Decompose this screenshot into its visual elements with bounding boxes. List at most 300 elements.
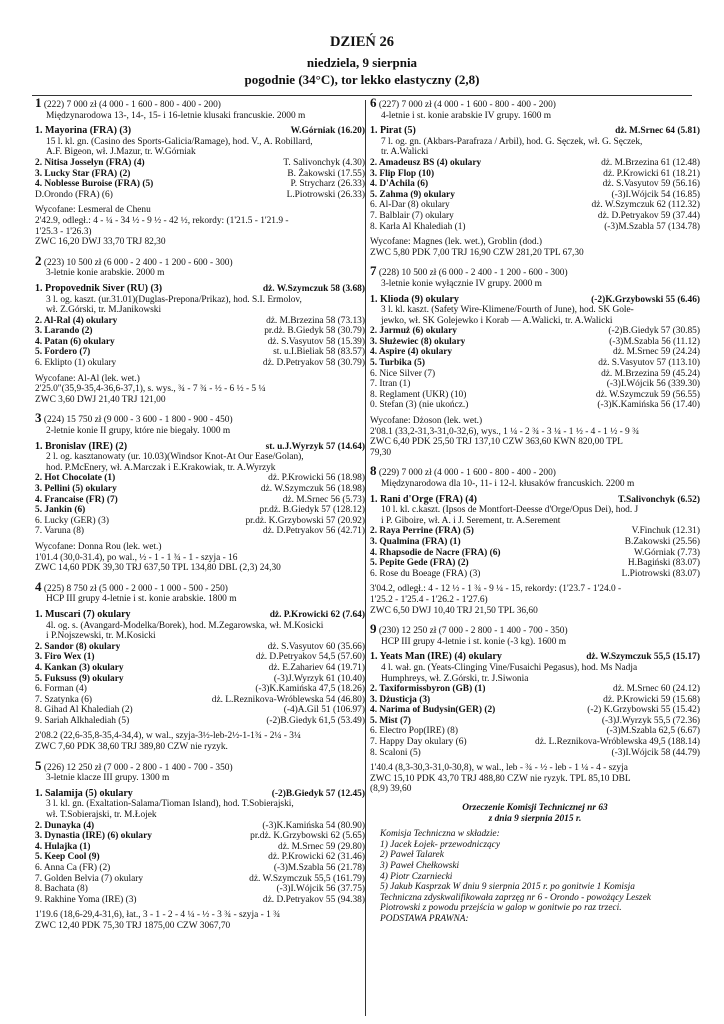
winner-horse: 1. Muscari (7) okulary xyxy=(35,609,131,620)
horse-name: 3. Larando (2) xyxy=(35,326,93,337)
placing-row xyxy=(35,874,365,885)
placings xyxy=(35,821,365,906)
horse-name: 8. Reglament (UKR) (10) xyxy=(370,389,467,400)
winner-row xyxy=(370,126,700,137)
race-result xyxy=(35,374,365,406)
placing-row xyxy=(35,642,365,653)
jockey-name: dż. S.Vasyutov 57 (113.10) xyxy=(598,358,700,369)
horse-name: 6. Lucky (GER) (3) xyxy=(35,515,109,526)
race-prize: (227) 7 000 zł (4 000 - 1 600 - 800 - 400 - 200) xyxy=(378,100,556,110)
result-line: ZWC 15,10 PDK 43,70 TRJ 488,80 CZW nie ryzyk. TPL 85,10 DBL xyxy=(370,773,631,784)
result-line: ZWC 16,20 DWJ 33,70 TRJ 82,30 xyxy=(35,237,166,248)
race-block xyxy=(35,413,365,573)
horse-name: 2. Raya Perrine (FRA) (5) xyxy=(370,526,474,537)
horse-name: 4. Francaise (FR) (7) xyxy=(35,494,118,505)
race-number: 1 xyxy=(35,98,42,110)
placing-row xyxy=(370,748,700,759)
placing-row xyxy=(35,179,365,190)
commission-line: 3) Paweł Chełkowski xyxy=(380,861,460,871)
horse-name: D.Orondo (FRA) (6) xyxy=(35,189,113,200)
result-line: Wycofane: Donna Rou (lek. wet.) xyxy=(35,541,162,552)
winner-horse: 1. Yeats Man (IRE) (4) okulary xyxy=(370,652,502,663)
jockey-name: (-3)K.Kamińska 54 (80.90) xyxy=(262,820,365,831)
jockey-name: dż. W.Szymczuk 56 (18.98) xyxy=(260,484,365,494)
winner-jockey: dż. W.Szymczuk 58 (3.68) xyxy=(262,283,365,294)
horse-name: 0. Stefan (3) (nie ukończ.) xyxy=(370,400,469,411)
winner-horse: 1. Mayorina (FRA) (3) xyxy=(35,126,132,137)
result-line: Wycofane: Dżoson (lek. wet.) xyxy=(370,416,483,427)
winner-horse: 1. Bronislav (IRE) (2) xyxy=(35,441,128,452)
jockey-name: L.Piotrowski (83.07) xyxy=(621,568,700,579)
race-description: HCP III grupy 4-letnie i st. konie arabskie. 1800 m xyxy=(46,594,237,605)
race-header xyxy=(370,266,700,279)
jockey-name: B.Zakowski (25.56) xyxy=(624,536,700,547)
jockey-name: (-3)M.Szabla 56 (21.78) xyxy=(273,863,365,873)
jockey-name: dż. M.Srnec 56 (5.73) xyxy=(282,494,365,505)
horse-name: 6. Forman (4) xyxy=(35,684,87,695)
result-line: ZWC 6,40 PDK 25,50 TRJ 137,10 CZW 363,60 KWN 820,00 TPL xyxy=(370,437,623,448)
owner-line: Humphreys, wł. Z.Górski, tr. J.Siwonia xyxy=(381,673,529,684)
placing-row xyxy=(35,526,365,537)
jockey-name: (-3)I.Wójcik 58 (44.79) xyxy=(611,747,700,758)
commission-title: Orzeczenie Komisji Technicznej nr 63 xyxy=(462,803,608,814)
result-line: 2'08.1 (33,2-31,3-31,0-32,6), wys., 1 ¼ - 2 ¾ - 3 ¼ - 1 ½ - 4 - 1 ½ - 9 ¾ xyxy=(370,426,640,437)
horse-name: 5. Pepite Gede (FRA) (2) xyxy=(370,558,469,569)
winner-jockey: st. u.J.Wyrzyk 57 (14.64) xyxy=(265,441,365,452)
winner-horse: 1. Propovednik Siver (RU) (3) xyxy=(35,283,163,294)
placing-row xyxy=(370,390,700,401)
jockey-name: pr.dż. K.Grzybowski 57 (20.92) xyxy=(245,515,365,526)
commission-ruling xyxy=(370,803,700,925)
jockey-name: (-3)K.Kamińska 47,5 (18.26) xyxy=(255,684,365,695)
jockey-name: pr.dż. K.Grzybowski 62 (5.65) xyxy=(250,831,365,842)
race-number: 5 xyxy=(35,760,42,773)
race-prize: (224) 15 750 zł (9 000 - 3 600 - 1 800 - 900 - 450) xyxy=(43,415,233,426)
race-description: 2-letnie konie II grupy, które nie biegały. 1000 m xyxy=(46,426,231,437)
horse-name: 2. Sandor (8) okulary xyxy=(35,641,121,652)
placing-row xyxy=(35,473,365,484)
winner-details xyxy=(35,295,365,316)
winner-details xyxy=(370,505,700,526)
result-line: 2'42.9, odległ.: 4 - ¼ - 34 ½ - 9 ½ - 42 ½, rekordy: (1'21.5 - 1'21.9 - xyxy=(35,215,289,226)
jockey-name: dż. P.Krowicki 62 (31.46) xyxy=(268,852,365,863)
winner-details xyxy=(35,137,365,158)
owner-line: 4l. og. s. (Avangard-Modelka/Borek), hod. M.Zegarowska, wł. M.Kosicki xyxy=(46,620,324,631)
jockey-name: dż. D.Petryakov 54,5 (57.60) xyxy=(255,652,365,663)
winner-details xyxy=(35,621,365,642)
result-line: 3'04.2, odległ.: 4 - 12 ½ - 1 ¾ - 9 ¼ - 15, rekordy: (1'23.7 - 1'24.0 - xyxy=(370,584,622,595)
horse-name: 2. Hot Chocolate (1) xyxy=(35,473,116,484)
horse-name: 3. Lucky Star (FRA) (2) xyxy=(35,168,131,179)
jockey-name: dż. P.Krowicki 61 (18.21) xyxy=(603,168,700,179)
winner-jockey: W.Górniak (16.20) xyxy=(290,126,365,137)
race-result xyxy=(35,542,365,574)
placing-row xyxy=(35,516,365,527)
date-line: niedziela, 9 sierpnia xyxy=(306,55,418,70)
placing-row xyxy=(35,674,365,685)
result-line: 1'19.6 (18,6-29,4-31,6), łat., 3 - 1 - 2 - 4 ¼ - ½ - 3 ¾ - szyja - 1 ¾ xyxy=(35,910,281,921)
horse-name: 3. Flip Flop (10) xyxy=(370,168,435,179)
race-header xyxy=(370,624,700,637)
placing-row xyxy=(370,569,700,580)
horse-name: 2. Nitisa Josselyn (FRA) (4) xyxy=(35,157,145,168)
jockey-name: dż. M.Brzezina 59 (45.24) xyxy=(601,368,700,379)
placings xyxy=(370,326,700,411)
result-line: (8,9) 39,60 xyxy=(370,784,412,795)
placing-row xyxy=(35,158,365,169)
owner-line: 4 l. wał. gn. (Yeats-Clinging Vine/Fusaichi Pegasus), hod. Ms Nadja xyxy=(381,662,638,673)
placing-row xyxy=(370,548,700,559)
winner-jockey: dż. M.Srnec 64 (5.81) xyxy=(615,126,700,137)
result-line: 1'40.4 (8,3-30,3-31,0-30,8), w wal., leb - ¾ - ½ - leb - 1 ¼ - 4 - szyja xyxy=(370,763,628,774)
jockey-name: dż. M.Brzezina 61 (12.48) xyxy=(601,157,700,168)
race-prize: (225) 8 750 zł (5 000 - 2 000 - 1 000 - 500 - 250) xyxy=(43,583,228,594)
placing-row xyxy=(35,863,365,874)
commission-line: PODSTAWA PRAWNA: xyxy=(380,913,469,924)
race-block xyxy=(35,761,365,932)
race-header xyxy=(35,98,365,111)
winner-jockey: T.Salivonchyk (6.52) xyxy=(618,494,700,505)
jockey-name: L.Piotrowski (26.33) xyxy=(286,189,365,200)
placing-row xyxy=(35,705,365,716)
horse-name: 2. Dunayka (4) xyxy=(35,820,95,831)
jockey-name: B. Żakowski (17.55) xyxy=(287,168,365,179)
race-prize: (226) 12 250 zł (7 000 - 2 800 - 1 400 - 700 - 350) xyxy=(43,762,233,773)
owner-line: 3 l. og. kaszt. (ur.31.01)(Duglas-Prepona/Prikaz), hod. S.I. Ermolov, xyxy=(46,294,302,305)
jockey-name: dż. P.Krowicki 59 (15.68) xyxy=(603,694,700,705)
owner-line: 7 l. og. gn. (Akbars-Parafraza / Arbil), hod. G. Sęczek, wł. G. Sęczek, xyxy=(381,136,643,147)
jockey-name: (-3)I.Wójcik 54 (16.85) xyxy=(611,189,700,200)
jockey-name: dż. M.Srnec 59 (24.24) xyxy=(613,347,700,358)
horse-name: 3. Qualmina (FRA) (1) xyxy=(370,536,461,547)
commission-line: Techniczna zdyskwalifikowała zaprzęg nr 6 - Orondo - powożący Leszek xyxy=(380,892,651,903)
race-description: Międzynarodowa dla 10-, 11- i 12-l. kłusaków francuskich. 2200 m xyxy=(381,479,635,489)
horse-name: 8. Scaloni (5) xyxy=(370,747,421,758)
placing-row xyxy=(370,200,700,211)
result-line: 1'25.3 - 1'26.3) xyxy=(35,226,92,237)
race-prize: (229) 7 000 zł (4 000 - 1 600 - 800 - 400 - 200) xyxy=(378,468,556,479)
winner-row xyxy=(35,789,365,800)
winner-row xyxy=(35,610,365,621)
jockey-name: dż. P.Krowicki 56 (18.98) xyxy=(268,473,365,484)
placing-row xyxy=(370,179,700,190)
commission-title: z dnia 9 sierpnia 2015 r. xyxy=(488,813,582,824)
race-prize: (228) 10 500 zł (6 000 - 2 400 - 1 200 - 600 - 300) xyxy=(378,268,568,279)
race-result xyxy=(370,237,700,258)
result-line: ZWC 3,60 DWJ 21,40 TRJ 121,00 xyxy=(35,394,166,405)
jockey-name: pr.dż. B.Giedyk 58 (30.79) xyxy=(264,326,365,337)
horse-name: 2. Jarmuż (6) okulary xyxy=(370,326,457,337)
jockey-name: dż. L.Reznikova-Wróblewska 49,5 (188.14) xyxy=(535,737,700,748)
placing-row xyxy=(370,526,700,537)
winner-details xyxy=(370,137,700,158)
jockey-name: (-3)J.Wyrzyk 61 (10.40) xyxy=(273,673,365,684)
placing-row xyxy=(370,169,700,180)
horse-name: 2. Taxiformissbyron (GB) (1) xyxy=(370,684,486,695)
horse-name: 5. Jankin (6) xyxy=(35,505,86,516)
owner-line: 15 l. kl. gn. (Casino des Sports-Galicia/Ramage), hod. V., A. Robillard, xyxy=(46,136,313,147)
jockey-name: V.Finchuk (12.31) xyxy=(631,526,700,537)
horse-name: 3. Pellini (5) okulary xyxy=(35,484,117,494)
horse-name: 4. Narima of Budysin(GER) (2) xyxy=(370,705,496,716)
placing-row xyxy=(370,222,700,233)
jockey-name: (-2) K.Grzybowski 55 (15.42) xyxy=(587,705,700,716)
jockey-name: dż. M.Brzezina 58 (73.13) xyxy=(266,315,365,326)
left-column xyxy=(35,98,365,940)
race-header xyxy=(35,582,365,595)
result-line: ZWC 12,40 PDK 75,30 TRJ 1875,00 CZW 3067,70 xyxy=(35,920,231,931)
jockey-name: dż. S.Vasyutov 59 (56.16) xyxy=(602,179,700,190)
race-block xyxy=(35,256,365,406)
placing-row xyxy=(35,337,365,348)
placing-row xyxy=(370,379,700,390)
horse-name: 5. Turbika (5) xyxy=(370,358,425,369)
horse-name: 8. Bachata (8) xyxy=(35,884,88,895)
race-description: 3-letnie konie wyłącznie IV grupy. 2000 m xyxy=(381,278,542,289)
race-number: 2 xyxy=(35,255,42,268)
race-description: HCP III grupy 4-letnie i st. konie (-3 kg). 1600 m xyxy=(381,636,567,647)
horse-name: 4. Rhapsodie de Nacre (FRA) (6) xyxy=(370,547,501,558)
result-line: 2'25.0"(35,9-35,4-36,6-37,1), s. wys., ¾ - 7 ¾ - ½ - 6 ½ - 5 ¼ xyxy=(35,384,266,395)
jockey-name: (-4)A.Gil 51 (106.97) xyxy=(283,705,365,716)
horse-name: 6. Al-Dar (8) okulary xyxy=(370,200,450,211)
result-line: Wycofane: Lesmeral de Chenu xyxy=(35,205,151,216)
race-header xyxy=(35,761,365,774)
winner-jockey: dż. P.Krowicki 62 (7.64) xyxy=(269,609,365,620)
race-result xyxy=(370,584,700,616)
horse-name: 6. Electro Pop(IRE) (8) xyxy=(370,726,458,737)
race-block xyxy=(370,98,700,258)
placing-row xyxy=(35,169,365,180)
placing-row xyxy=(370,537,700,548)
jockey-name: dż. M.Srnec 59 (29.80) xyxy=(278,841,365,852)
owner-line: wł. Z.Górski, tr. M.Janikowski xyxy=(46,305,162,316)
jockey-name: (-3)J.Wyrzyk 55,5 (72.36) xyxy=(601,715,700,726)
owner-line: i P. Giboire, wł. A. i J. Serement, tr. A.Serement xyxy=(381,515,561,526)
winner-jockey: (-2)K.Grzybowski 55 (6.46) xyxy=(591,294,700,305)
jockey-name: dż. S.Vasyutov 58 (15.39) xyxy=(267,336,365,347)
winner-details xyxy=(35,799,365,820)
race-header xyxy=(35,413,365,426)
horse-name: 2. Al-Ral (4) okulary xyxy=(35,315,118,326)
commission-line: Piotrowski z powodu przejścia w galop w gonitwie po raz trzeci. xyxy=(380,903,622,914)
owner-line: i P.Nojszewski, tr. M.Kosicki xyxy=(46,631,156,642)
race-header xyxy=(370,98,700,111)
horse-name: 5. Keep Cool (9) xyxy=(35,852,100,863)
jockey-name: (-3)M.Szabla 62,5 (6.67) xyxy=(606,726,700,737)
horse-name: 7. Itran (1) xyxy=(370,379,411,390)
horse-name: 9. Sariah Alkhalediah (5) xyxy=(35,715,130,726)
winner-horse: 1. Salamija (5) okulary xyxy=(35,788,133,799)
horse-name: 7. Varuna (8) xyxy=(35,526,85,537)
race-number: 7 xyxy=(370,266,377,279)
horse-name: 4. Hulajka (1) xyxy=(35,841,91,852)
placing-row xyxy=(370,326,700,337)
placing-row xyxy=(35,716,365,727)
placings xyxy=(370,526,700,579)
horse-name: 3. Firo Wex (1) xyxy=(35,652,95,663)
jockey-name: dż. D.Petryakov 55 (94.38) xyxy=(262,894,365,905)
race-block xyxy=(370,266,700,458)
horse-name: 7. Golden Belvia (7) okulary xyxy=(35,873,144,884)
placing-row xyxy=(370,158,700,169)
result-line: 2'08.2 (22,6-35,8-35,4-34,4), w wal., szyja-3½-leb-2½-1-1¾ - 2¼ - 3¼ xyxy=(35,731,301,742)
placing-row xyxy=(35,852,365,863)
horse-name: 7. Happy Day okulary (6) xyxy=(370,737,467,748)
horse-name: 3. Dżusticja (3) xyxy=(370,694,431,705)
horse-name: 3. Dynastia (IRE) (6) okulary xyxy=(35,831,152,842)
commission-line: 4) Piotr Czarniecki xyxy=(380,871,453,882)
race-result xyxy=(35,205,365,247)
jockey-name: H.Bagiński (83.07) xyxy=(627,558,700,569)
result-line: 1'01.4 (30,0-31.4), po wal., ½ - 1 - 1 ¾ - 1 - szyja - 16 xyxy=(35,552,238,563)
winner-details xyxy=(370,663,700,684)
result-line: Wycofane: Al-Al (lek. wet.) xyxy=(35,373,140,384)
jockey-name: W.Górniak (7.73) xyxy=(633,547,700,558)
winner-horse: 1. Klioda (9) okulary xyxy=(370,294,459,305)
race-block xyxy=(35,582,365,753)
race-prize: (223) 10 500 zł (6 000 - 2 400 - 1 200 - 600 - 300) xyxy=(43,257,233,268)
placing-row xyxy=(370,400,700,411)
placing-row xyxy=(370,211,700,222)
placing-row xyxy=(35,505,365,516)
commission-line: 5) Jakub Kasprzak W dniu 9 sierpnia 2015 r. po gonitwie 1 Komisja xyxy=(380,882,635,893)
winner-horse: 1. Pirat (5) xyxy=(370,126,416,137)
jockey-name: dż. D.Petryakov 56 (42.71) xyxy=(262,526,365,537)
jockey-name: (-3)M.Szabla 56 (11.12) xyxy=(609,336,700,347)
placing-row xyxy=(370,337,700,348)
weather-line: pogodnie (34°C), tor lekko elastyczny (2,8) xyxy=(244,72,480,87)
result-line: Wycofane: Magnes (lek. wet.), Groblin (dod.) xyxy=(370,237,543,248)
placing-row xyxy=(370,705,700,716)
placing-row xyxy=(35,347,365,358)
jockey-name: dż. L.Reznikova-Wróblewska 54 (46.80) xyxy=(211,694,365,705)
jockey-name: (-2)B.Giedyk 61,5 (53.49) xyxy=(266,715,365,726)
placing-row xyxy=(35,484,365,495)
placing-row xyxy=(370,684,700,695)
placing-row xyxy=(35,821,365,832)
horse-name: 2. Amadeusz BS (4) okulary xyxy=(370,157,482,168)
race-number: 4 xyxy=(35,581,42,594)
placing-row xyxy=(35,831,365,842)
horse-name: 4. Patan (6) okulary xyxy=(35,336,115,347)
owner-line: 3 l. kl. gn. (Exaltation-Salama/Tioman Island), hod. T.Sobierajski, xyxy=(46,799,294,810)
placing-row xyxy=(35,190,365,201)
winner-row xyxy=(35,126,365,137)
horse-name: 8. Gihad Al Khalediah (2) xyxy=(35,705,133,716)
placings xyxy=(35,473,365,537)
race-result xyxy=(370,416,700,458)
placing-row xyxy=(35,895,365,906)
race-number: 3 xyxy=(35,413,42,426)
owner-line: A.F. Bigeon, wł. J.Mazur, tr. W.Górniak xyxy=(46,147,196,158)
winner-jockey: (-2)B.Giedyk 57 (12.45) xyxy=(271,788,365,799)
jockey-name: (-3)I.Wójcik 56 (37.75) xyxy=(276,884,365,895)
result-line: 79,30 xyxy=(370,447,392,458)
horse-name: 3. Służewiec (8) okulary xyxy=(370,336,466,347)
owner-line: 3 l. kl. kaszt. (Safety Wire-Klimene/Fourth of June), hod. SK Gole- xyxy=(381,305,634,316)
placings xyxy=(35,316,365,369)
jockey-name: (-3)I.Wójcik 56 (339.30) xyxy=(606,379,700,390)
placings xyxy=(370,684,700,758)
placings xyxy=(370,158,700,232)
race-block xyxy=(370,624,700,795)
race-block xyxy=(370,466,700,616)
jockey-name: dż. W.Szymczuk 62 (112.32) xyxy=(591,200,700,211)
owner-line: hod. P.McEnery, wł. A.Marczak i E.Krakowiak, tr. A.Wyrzyk xyxy=(46,462,276,473)
winner-row xyxy=(370,495,700,506)
result-line: 1'25.2 - 1'25.4 - 1'26.2 - 1'27.6) xyxy=(370,594,488,605)
placing-row xyxy=(35,842,365,853)
result-line: ZWC 14,60 PDK 39,30 TRJ 637,50 TPL 134,80 DBL (2,3) 24,30 xyxy=(35,563,281,574)
horse-name: 6. Nice Silver (7) xyxy=(370,368,436,379)
race-number: 9 xyxy=(370,624,377,637)
placing-row xyxy=(370,190,700,201)
winner-details xyxy=(35,452,365,473)
placing-row xyxy=(370,716,700,727)
race-prize: (230) 12 250 zł (7 000 - 2 800 - 1 400 - 700 - 350) xyxy=(378,626,568,637)
horse-name: 5. Zahma (9) okulary xyxy=(370,189,455,200)
winner-details xyxy=(370,305,700,326)
race-number: 8 xyxy=(370,466,377,479)
jockey-name: dż. M.Srnec 60 (24.12) xyxy=(613,684,700,695)
header-divider xyxy=(32,95,692,96)
owner-line: 10 l. kl. c.kaszt. (Ipsos de Montfort-Deesse d'Orge/Opus Dei), hod. J xyxy=(381,505,639,516)
right-column xyxy=(370,98,700,925)
race-result xyxy=(370,763,700,795)
jockey-name: dż. W.Szymczuk 59 (56.55) xyxy=(595,389,700,400)
race-result xyxy=(35,910,365,931)
day-title: DZIEŃ 26 xyxy=(329,34,395,50)
commission-line: 1) Jacek Łojek- przewodniczący xyxy=(380,839,501,850)
winner-row xyxy=(35,284,365,295)
placings xyxy=(35,642,365,727)
owner-line: tr. A.Walicki xyxy=(381,147,429,158)
placing-row xyxy=(35,652,365,663)
jockey-name: dż. D.Petryakov 59 (37.44) xyxy=(597,210,700,221)
horse-name: 9. Rakhine Yoma (IRE) (3) xyxy=(35,894,137,905)
race-prize: (222) 7 000 zł (4 000 - 1 600 - 800 - 400 - 200) xyxy=(43,100,221,110)
horse-name: 4. D'Achila (6) xyxy=(370,179,429,190)
horse-name: 4. Aspire (4) okulary xyxy=(370,347,453,358)
race-block xyxy=(35,98,365,248)
jockey-name: dż. S.Vasyutov 60 (35.66) xyxy=(267,641,365,652)
commission-line: 2) Paweł Talarek xyxy=(380,850,444,861)
placing-row xyxy=(370,369,700,380)
jockey-name: dż. D.Petryakov 58 (30.79) xyxy=(262,358,365,369)
race-number: 6 xyxy=(370,98,377,110)
jockey-name: (-3)K.Kamińska 56 (17.40) xyxy=(597,400,700,411)
placing-row xyxy=(370,726,700,737)
jockey-name: pr.dż. B.Giedyk 57 (128.12) xyxy=(259,505,365,516)
horse-name: 8. Karla Al Khalediah (1) xyxy=(370,221,466,232)
race-header xyxy=(35,256,365,269)
horse-name: 4. Noblesse Buroise (FRA) (5) xyxy=(35,179,154,190)
placing-row xyxy=(35,884,365,895)
result-line: ZWC 6,50 DWJ 10,40 TRJ 21,50 TPL 36,60 xyxy=(370,605,538,616)
jockey-name: dż. W.Szymczuk 55,5 (161.79) xyxy=(249,873,365,884)
column-divider xyxy=(365,100,366,1016)
horse-name: 5. Fuksuss (9) okulary xyxy=(35,673,124,684)
placing-row xyxy=(35,684,365,695)
winner-row xyxy=(370,652,700,663)
owner-line: wł. T.Sobierajski, tr. M.Łojek xyxy=(46,810,157,821)
horse-name: 5. Mist (7) xyxy=(370,715,411,726)
commission-line: Komisja Techniczna w składzie: xyxy=(380,829,500,840)
horse-name: 6. Anna Ca (FR) (2) xyxy=(35,863,111,873)
placing-row xyxy=(35,695,365,706)
jockey-name: dż. E.Zahariev 64 (19.71) xyxy=(268,662,365,673)
